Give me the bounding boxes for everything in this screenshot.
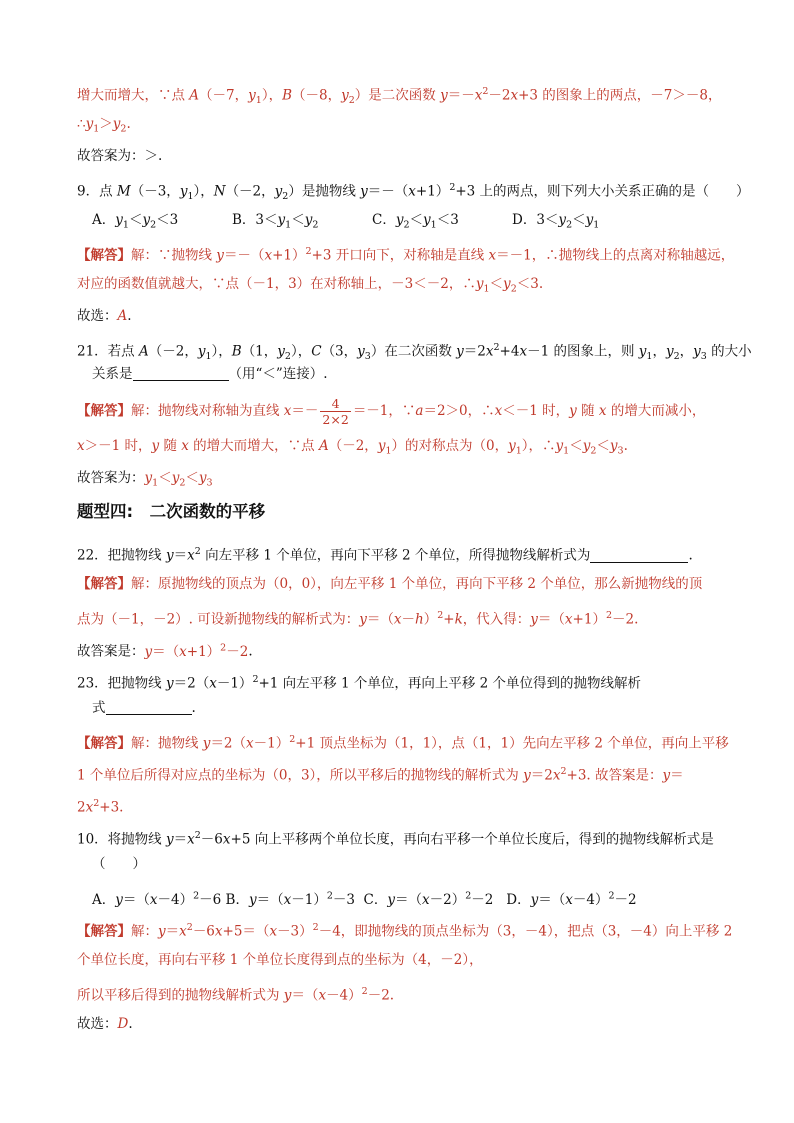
answer-10-line-3: 所以平移后得到的抛物线解析式为 $y=(x-4)^2-2$. [77, 986, 395, 1004]
answer-23-line-2: 1 个单位后所得对应点的坐标为（0，3），所以平移后的抛物线的解析式为 $y=2x^2+3$. 故答案是：y＝ [77, 766, 684, 784]
answer-21-line-2: x＞－1 时，y 随 x 的增大而增大，∵点 A（－2，$y_1$）的对称点为（0，$y_1$），$\therefore y_1<y_2<y_3$. [77, 438, 628, 457]
answer-22-line-2: 点为（－1，－2）. 可设新抛物线的解析式为：$y=(x-h)^2+k$，代入得：$y=(x+1)^2-2$. [77, 610, 639, 628]
option-c: C．$y_2<y_1<3$ [372, 212, 459, 231]
question-10-line-1: 10．将抛物线 $y=x^2-6x+5$ 向上平移两个单位长度，再向右平移一个单位长度后，得到的抛物线解析式是 [77, 830, 714, 848]
question-21-line-1: 21．若点 A（－2，$y_1$），B（1，$y_2$），C（3，$y_3$）在二次函数 $y=2x^2+4x-1$ 的图象上，则 $y_1$，$y_2$，$y_3$ 的大小 [77, 342, 752, 363]
answer-blank[interactable] [590, 548, 688, 563]
question-10-options [92, 886, 637, 910]
option-d: D．$y=(x-4)^2-2$ [497, 890, 637, 908]
answer-9-conclusion: 故选：A. [77, 308, 132, 324]
option-d: D．$3<y_2<y_1$ [512, 212, 600, 231]
option-b: B．$3<y_1<y_2$ [232, 212, 319, 231]
answer-prev-conclusion: 故答案为：＞. [77, 148, 163, 164]
section-heading: 题型四: 二次函数的平移 [77, 502, 266, 521]
question-9-options [92, 210, 599, 236]
answer-9-line-1: 【解答】解：∵抛物线 $y=-(x+1)^2+3$ 开口向下，对称轴是直线 x＝－1，∴抛物线上的点离对称轴越远， [77, 246, 735, 264]
answer-22-line-1: 【解答】解：原抛物线的顶点为（0，0），向左平移 1 个单位，再向下平移 2 个单位，那么新抛物线的顶 [77, 576, 703, 592]
answer-10-line-2: 个单位长度，再向右平移 1 个单位长度得到点的坐标为（4，－2）， [77, 952, 483, 968]
fraction: $\frac{4}{2\times 2}$ [322, 396, 349, 427]
question-23-line-2: 式 . [92, 700, 196, 716]
answer-10-conclusion: 故选：D. [77, 1016, 133, 1032]
question-10-line-2: （ ） [92, 856, 146, 872]
answer-23-line-1: 【解答】解：抛物线 $y=2(x-1)^2+1$ 顶点坐标为（1，1），点（1，1）先向左平移 2 个单位，再向上平移 [77, 734, 729, 752]
question-21-line-2: 关系是 （用“＜”连接）. [92, 366, 328, 382]
answer-prev-line-2: $\therefore y_1>y_2$. [77, 116, 131, 135]
question-9: 9．点 M（－3，$y_1$），N（－2，$y_2$）是抛物线 $y=-(x+1)^2+3$ 上的两点，则下列大小关系正确的是（ ） [77, 182, 750, 203]
answer-9-line-2: 对应的函数值就越大，∵点（－1，3）在对称轴上，－3＜－2，$\therefore y_1<y_2<3$. [77, 276, 544, 295]
answer-prev-line-1: 增大而增大，∵点 A（－7，$y_1$），B（－8，$y_2$）是二次函数 $y=-x^2-2x+3$ 的图象上的两点，－7＞－8， [77, 86, 722, 107]
option-c: C．$y=(x-2)^2-2$ [359, 890, 494, 908]
option-a: A．$y=(x-4)^2-6$ [92, 890, 222, 908]
option-a: A．$y_1<y_2<3$ [92, 212, 179, 231]
question-23-line-1: 23．把抛物线 $y=2(x-1)^2+1$ 向左平移 1 个单位，再向上平移 2 个单位得到的抛物线解析 [77, 674, 642, 692]
question-22: 22．把抛物线 $y=x^2$ 向左平移 1 个单位，再向下平移 2 个单位，所得抛物线解析式为 . [77, 546, 693, 564]
answer-21-line-1: 【解答】解：抛物线对称轴为直线 x＝－ $\frac{4}{2\times 2}$ ＝－1，∵a＝2＞0，∴x＜－1 时，y 随 x 的增大而减小， [77, 396, 706, 427]
answer-23-line-3: $2x^2+3$. [77, 798, 124, 816]
answer-blank[interactable] [106, 700, 192, 715]
answer-10-line-1: 【解答】解：$y=x^2-6x+5=(x-3)^2-4$，即抛物线的顶点坐标为（3，－4），把点（3，－4）向上平移 2 [77, 922, 733, 940]
answer-21-conclusion: 故答案为：$y_1<y_2<y_3$ [77, 470, 213, 489]
answer-22-conclusion: 故答案是：$y=(x+1)^2-2$. [77, 642, 253, 660]
option-b: B．$y=(x-1)^2-3$ [225, 890, 355, 908]
answer-blank[interactable] [133, 366, 229, 381]
